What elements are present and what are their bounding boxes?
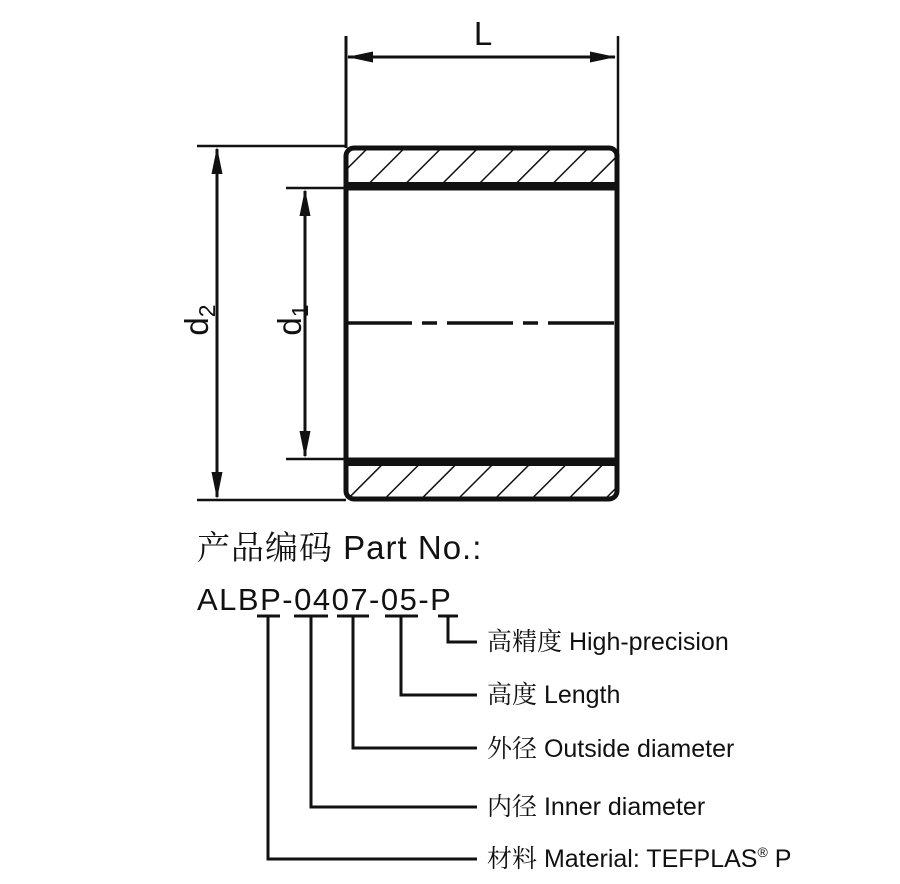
leader-outside-diameter: [337, 616, 477, 748]
leader-length: [385, 616, 477, 695]
arrowhead-d1-top: [300, 189, 311, 216]
bore-bottom-surface-line: [346, 458, 617, 467]
label-outside-diameter: 外径 Outside diameter: [487, 735, 735, 763]
top-wall-hatch: [349, 151, 615, 183]
label-high-precision: 高精度 High-precision: [487, 628, 729, 656]
label-length: 高度 Length: [487, 681, 621, 709]
arrowhead-d2-top: [212, 147, 223, 174]
label-inner-diameter: 内径 Inner diameter: [487, 793, 706, 821]
d1-base: d: [271, 317, 308, 336]
leader-inner-diameter: [294, 616, 477, 807]
label-material: [487, 844, 791, 873]
bore-top-surface-line: [346, 182, 617, 191]
leader-material: [257, 616, 477, 859]
label-material-tail: P: [767, 845, 792, 873]
bottom-wall-hatch: [349, 466, 615, 497]
label-material-text: 材料 Material: TEFPLAS: [487, 845, 758, 873]
dim-label-L: L: [473, 15, 493, 52]
arrowhead-L-right: [590, 52, 616, 63]
leader-high-precision: [438, 616, 477, 642]
dim-label-d2: [178, 304, 220, 335]
arrowhead-L-left: [347, 52, 373, 63]
d1-subscript: 1: [287, 304, 313, 318]
d2-base: d: [178, 317, 215, 336]
arrowhead-d2-bottom: [212, 472, 223, 499]
d2-subscript: 2: [194, 304, 220, 318]
dim-label-d1: [271, 304, 313, 335]
part-no-code: ALBP-0407-05-P: [197, 582, 453, 617]
arrowhead-d1-bottom: [300, 431, 311, 458]
part-no-heading: 产品编码 Part No.:: [197, 529, 483, 566]
registered-trademark-symbol: ®: [757, 844, 768, 860]
